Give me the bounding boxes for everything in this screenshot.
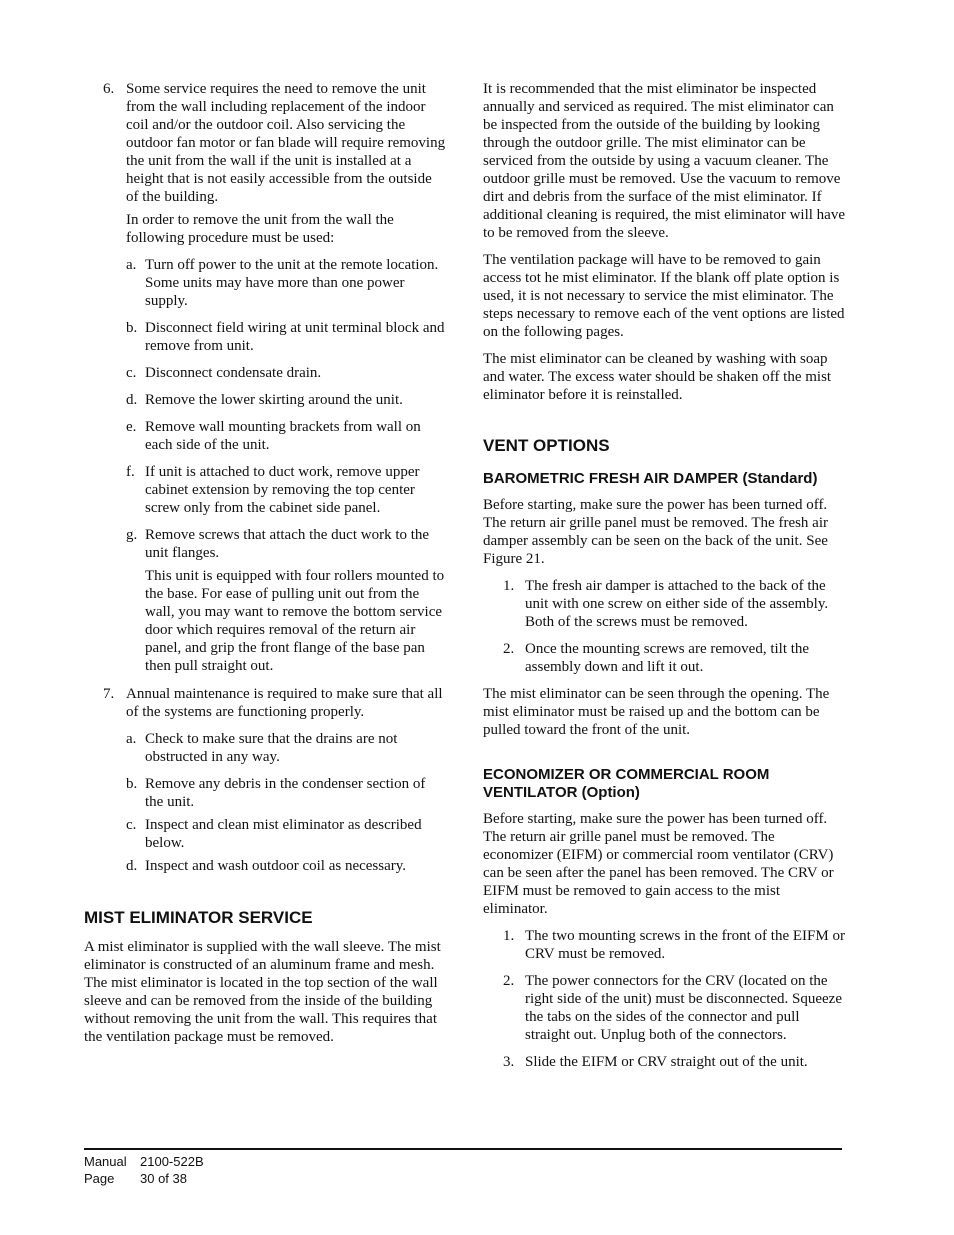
right-column [483, 80, 845, 1071]
step-text: Inspect and clean mist eliminator as described below. [145, 817, 422, 851]
paragraph: It is recommended that the mist eliminator be inspected annually and serviced as required. The mist eliminator can be inspected from the outside of the building by looking through the outdoor grille. The mist eliminator can be serviced from the outside by using a vacuum cleaner. The outdoor grille must be removed. Use the vacuum to remove dirt and debris from the surface of the mist eliminator. If additional cleaning is required, the mist eliminator will have to be removed from the sleeve. [483, 81, 845, 241]
step-number: 2. [503, 641, 515, 657]
step-letter: d. [126, 392, 138, 408]
list-item-7 [84, 685, 446, 875]
step-number: 1. [503, 928, 515, 944]
list-item [126, 816, 446, 852]
list-item [126, 391, 446, 409]
step-letter: a. [126, 731, 137, 747]
step-text: Remove wall mounting brackets from wall on each side of the unit. [145, 419, 421, 453]
step-text: Remove screws that attach the duct work to the unit flanges. [145, 527, 430, 561]
step-text: The fresh air damper is attached to the back of the unit with one screw on either side of the assembly. Both of the screws must be removed. [525, 578, 829, 630]
step-text: Remove any debris in the condenser section of the unit. [145, 776, 426, 810]
step-text: If unit is attached to duct work, remove upper cabinet extension by removing the top center screw only from the cabinet side panel. [145, 464, 420, 516]
step-letter: c. [126, 365, 137, 381]
manual-number: 2100-522B [140, 1154, 204, 1169]
step-text: Once the mounting screws are removed, tilt the assembly down and lift it out. [525, 641, 810, 675]
list-item [483, 972, 845, 1044]
footer-divider [84, 1148, 842, 1150]
step-letter: g. [126, 527, 138, 543]
item-6-note: This unit is equipped with four rollers mounted to the base. For ease of pulling unit out from the wall, you may want to remove the bottom service door which requires removal of the return air panel, and grip the front flange of the base pan then pull straight out. [145, 568, 445, 674]
step-text: Slide the EIFM or CRV straight out of the unit. [525, 1054, 808, 1070]
list-item [126, 364, 446, 382]
list-item [483, 1053, 845, 1071]
item-number: 7. [103, 686, 115, 702]
item-number: 6. [103, 81, 115, 97]
step-number: 1. [503, 578, 515, 594]
paragraph: The ventilation package will have to be removed to gain access tot he mist eliminator. If the blank off plate option is used, it is not necessary to service the mist eliminator. The steps necessary to remove each of the vent options are listed on the following pages. [483, 252, 845, 340]
list-item [126, 256, 446, 310]
left-column [84, 80, 446, 1046]
list-item [483, 640, 845, 676]
manual-label: Manual [84, 1154, 127, 1169]
list-item [126, 730, 446, 766]
step-text: Inspect and wash outdoor coil as necessary. [145, 858, 407, 874]
page-label: Page [84, 1171, 115, 1186]
subheading-barometric: BAROMETRIC FRESH AIR DAMPER (Standard) [483, 470, 818, 487]
step-text: The two mounting screws in the front of the EIFM or CRV must be removed. [525, 928, 845, 962]
paragraph: The mist eliminator can be seen through the opening. The mist eliminator must be raised up and the bottom can be pulled toward the front of the unit. [483, 686, 830, 738]
step-text: Turn off power to the unit at the remote location. Some units may have more than one power supply. [145, 257, 439, 309]
subheading-economizer: ECONOMIZER OR COMMERCIAL ROOM VENTILATOR (Option) [483, 766, 770, 801]
step-number: 2. [503, 973, 515, 989]
list-item [126, 418, 446, 454]
list-item [126, 319, 446, 355]
step-text: Disconnect field wiring at unit terminal block and remove from unit. [145, 320, 445, 354]
mist-eliminator-text: A mist eliminator is supplied with the wall sleeve. The mist eliminator is constructed of an aluminum frame and mesh. The mist eliminator is located in the top section of the wall sleeve and can be removed from the inside of the building without removing the unit from the wall. This requires that the ventilation package must be removed. [84, 939, 441, 1045]
section-heading-mist-eliminator: MIST ELIMINATOR SERVICE [84, 908, 313, 927]
list-item [126, 857, 446, 875]
step-text: Check to make sure that the drains are not obstructed in any way. [145, 731, 398, 765]
step-text: Disconnect condensate drain. [145, 365, 322, 381]
page-number: 30 of 38 [140, 1171, 187, 1186]
step-text: Remove the lower skirting around the unit. [145, 392, 403, 408]
step-letter: d. [126, 858, 138, 874]
paragraph: The mist eliminator can be cleaned by washing with soap and water. The excess water should be shaken off the mist eliminator before it is reinstalled. [483, 351, 832, 403]
page-footer [84, 1153, 204, 1187]
step-letter: a. [126, 257, 137, 273]
list-item-6 [84, 80, 446, 675]
list-item [483, 927, 845, 963]
list-item [126, 775, 446, 811]
list-item [126, 526, 446, 562]
step-letter: f. [126, 464, 135, 480]
item-6-text: Some service requires the need to remove the unit from the wall including replacement of the indoor coil and/or the outdoor coil. Also servicing the outdoor fan motor or fan blade will require removing the unit from the wall if the unit is installed at a height that is not easily accessible from the outside of the building. [126, 81, 446, 205]
step-number: 3. [503, 1054, 515, 1070]
step-letter: b. [126, 776, 138, 792]
section-heading-vent-options: VENT OPTIONS [483, 436, 610, 455]
step-text: The power connectors for the CRV (located on the right side of the unit) must be disconnected. Squeeze the tabs on the sides of the connector and pull straight out. Unplug both of the connectors. [525, 973, 842, 1043]
item-6-intro: In order to remove the unit from the wall the following procedure must be used: [126, 212, 394, 246]
step-letter: c. [126, 817, 137, 833]
paragraph: Before starting, make sure the power has been turned off. The return air grille panel must be removed. The economizer (EIFM) or commercial room ventilator (CRV) can be seen after the panel has been removed. The CRV or EIFM must be removed to gain access to the mist eliminator. [483, 811, 834, 917]
step-letter: b. [126, 320, 138, 336]
step-letter: e. [126, 419, 137, 435]
paragraph: Before starting, make sure the power has been turned off. The return air grille panel must be removed. The fresh air damper assembly can be seen on the back of the unit. See Figure 21. [483, 497, 829, 567]
list-item [483, 577, 845, 631]
item-7-text: Annual maintenance is required to make sure that all of the systems are functioning properly. [126, 686, 443, 720]
list-item [126, 463, 446, 517]
